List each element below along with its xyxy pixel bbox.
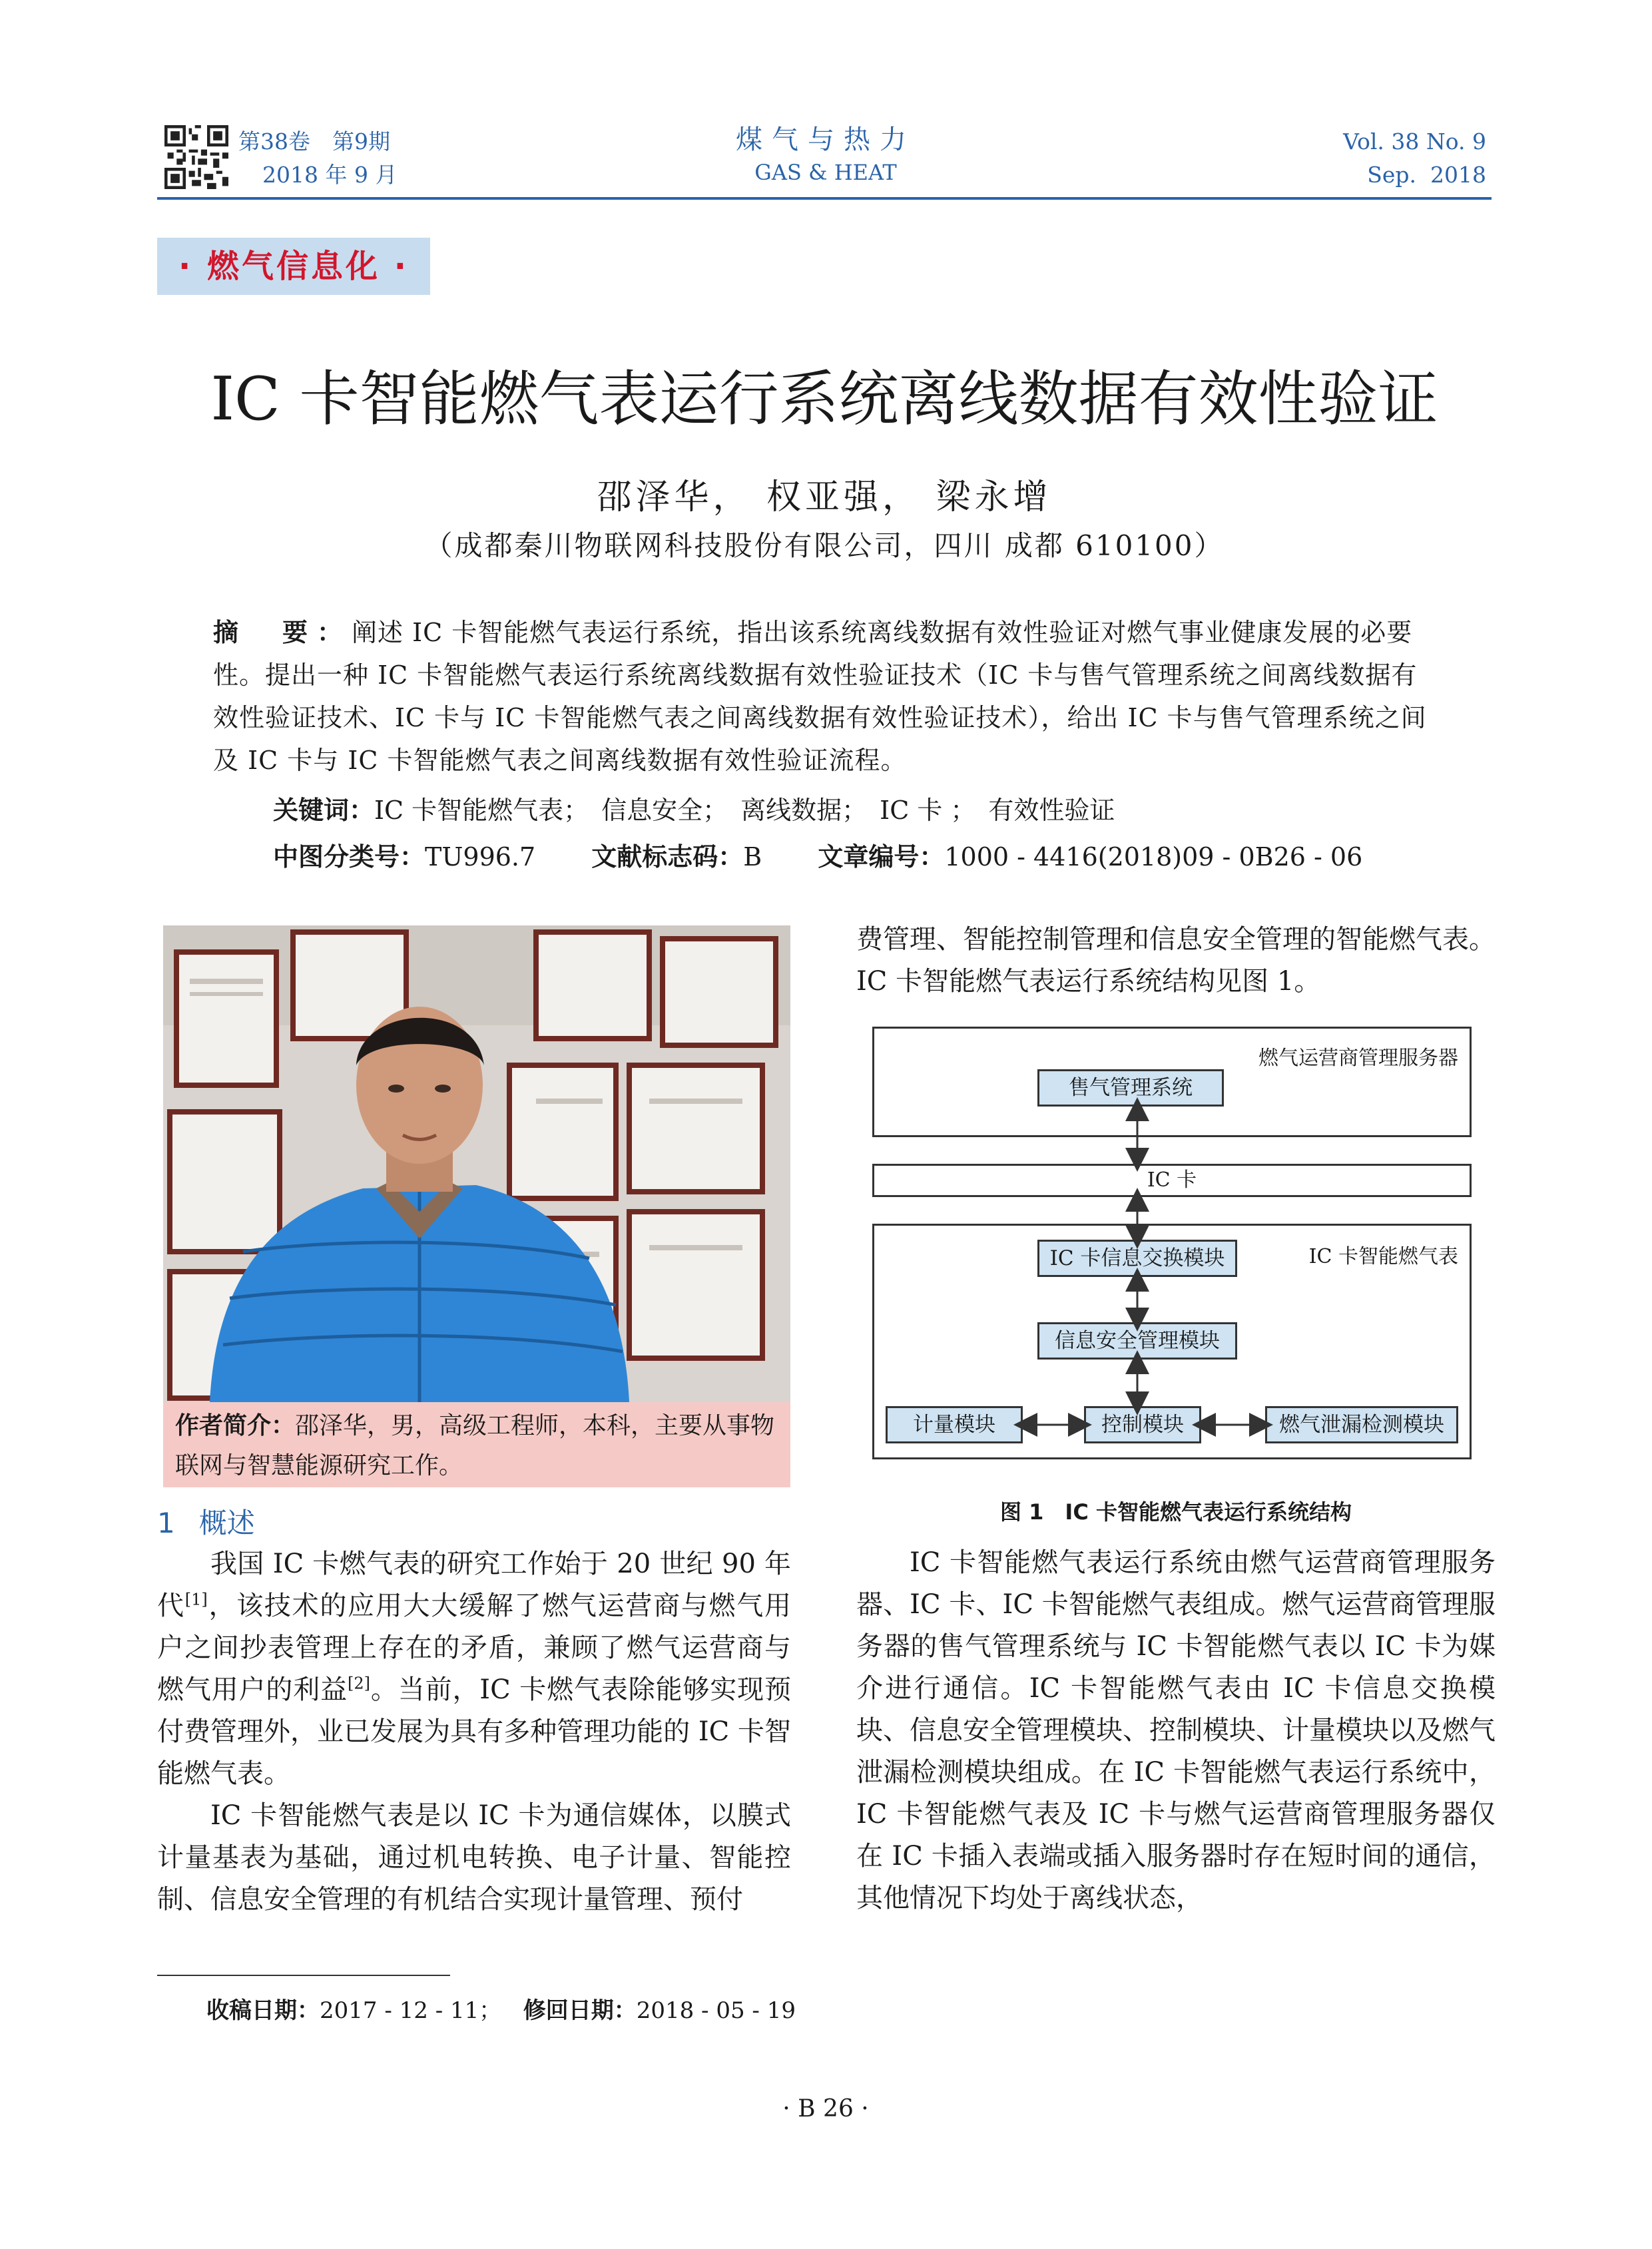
bio-text: 邵泽华，男，高级工程师，本科，主要从事物联网与智慧能源研究工作。: [175, 1412, 775, 1479]
received-date: 2017 - 12 - 11；: [320, 1997, 502, 2024]
info-exchange-box: IC 卡信息交换模块: [1037, 1240, 1237, 1277]
paragraph: [157, 1543, 791, 1795]
header-rule: [157, 197, 1492, 200]
section-title: 概述: [198, 1507, 255, 1539]
header-volume-en: [1265, 125, 1486, 192]
doc-code-value: B: [743, 842, 762, 872]
classification-line: [273, 836, 1362, 877]
abstract: [213, 611, 1438, 782]
citation-2: [2]: [348, 1674, 371, 1693]
section-number: 1: [157, 1507, 175, 1539]
ic-card-bar: IC 卡: [872, 1164, 1472, 1197]
author-photo: [163, 925, 790, 1402]
meter-label: IC 卡智能燃气表: [1308, 1245, 1458, 1268]
figure-arrows: [872, 1027, 1472, 1459]
volume-cn: 第38卷 第9期: [238, 128, 390, 154]
header-volume-cn: [238, 125, 438, 192]
text-run: ，该技术的应用大大缓解了燃气运营商与燃气用户之间抄表管理上存在的矛盾，兼顾了燃气运营商与燃气用户的利益: [157, 1591, 792, 1705]
column-tag: · 燃气信息化 ·: [157, 238, 430, 295]
header-journal: [692, 123, 959, 188]
citation-1: [1]: [184, 1590, 208, 1609]
journal-title-en: GAS & HEAT: [754, 160, 897, 185]
figure-caption: 图 1 IC 卡智能燃气表运行系统结构: [1000, 1499, 1352, 1525]
affiliation: （成都秦川物联网科技股份有限公司，四川 成都 610100）: [424, 529, 1225, 562]
authors: 邵泽华， 权亚强， 梁永增: [597, 477, 1052, 517]
keywords-text: IC 卡智能燃气表； 信息安全； 离线数据； IC 卡 ； 有效性验证: [374, 796, 1115, 825]
article-no-label: 文章编号：: [818, 842, 945, 872]
keywords-label: 关键词：: [273, 796, 375, 825]
doc-code-label: 文献标志码：: [591, 842, 744, 872]
bio-label: 作者简介：: [175, 1412, 296, 1439]
right-column-text: [856, 1542, 1496, 1919]
footnote-rule: [157, 1975, 450, 1976]
article-no-value: 1000 - 4416(2018)09 - 0B26 - 06: [944, 842, 1363, 872]
journal-title-cn: 煤气与热力: [736, 125, 916, 155]
clc-value: TU996.7: [425, 842, 536, 872]
keywords: [273, 790, 1115, 831]
clc-label: 中图分类号：: [273, 842, 425, 872]
qr-code-icon: [164, 125, 228, 189]
received-label: 收稿日期：: [206, 1997, 320, 2024]
sales-system-box: 售气管理系统: [1037, 1069, 1224, 1107]
revised-label: 修回日期：: [523, 1997, 637, 2024]
security-box: 信息安全管理模块: [1037, 1322, 1237, 1360]
left-column-text: [157, 1543, 791, 1921]
paragraph: 费管理、智能控制管理和信息安全管理的智能燃气表。IC 卡智能燃气表运行系统结构见图 1。: [856, 924, 1496, 997]
page-number: · B 26 ·: [782, 2095, 869, 2123]
server-label: 燃气运营商管理服务器: [1258, 1047, 1458, 1070]
leak-detection-box: 燃气泄漏检测模块: [1265, 1406, 1458, 1443]
author-bio: [163, 1402, 790, 1487]
paragraph: IC 卡智能燃气表运行系统由燃气运营商管理服务器、IC 卡、IC 卡智能燃气表组成。燃气运营商管理服务器的售气管理系统与 IC 卡智能燃气表以 IC 卡为媒介进行通信。IC 卡智能燃气表由 IC 卡信息交换模块、信息安全管理模块、控制模块、计量模块以及燃气泄漏检测模块组成。在 IC 卡智能燃气表运行系统中，IC 卡智能燃气表及 IC 卡与燃气运营商管理服务器仅在 IC 卡插入表端或插入服务器时存在短时间的通信，其他情况下均处于离线状态，: [856, 1547, 1496, 1913]
right-column-top-text: [856, 919, 1496, 1003]
date-en: Sep. 2018: [1367, 162, 1486, 188]
paragraph: IC 卡智能燃气表是以 IC 卡为通信媒体，以膜式计量基表为基础，通过机电转换、电子计量、智能控制、信息安全管理的有机结合实现计量管理、预付: [157, 1800, 791, 1915]
footnote-dates: [206, 1992, 796, 2029]
abstract-text: 阐述 IC 卡智能燃气表运行系统，指出该系统离线数据有效性验证对燃气事业健康发展的必要性。提出一种 IC 卡智能燃气表运行系统离线数据有效性验证技术（IC 卡与售气管理系统之间离线数据有效性验证技术、IC 卡与 IC 卡智能燃气表之间离线数据有效性验证技术），给出 IC 卡与售气管理系统之间及 IC 卡与 IC 卡智能燃气表之间离线数据有效性验证流程。: [213, 618, 1427, 775]
volume-en: Vol. 38 No. 9: [1343, 128, 1486, 154]
text-run: 。当前，IC 卡燃气表除能够实现预付费管理外，业已发展为具有多种管理功能的 IC 卡智能燃气表。: [157, 1674, 792, 1789]
control-box: 控制模块: [1084, 1406, 1201, 1443]
section-heading: [157, 1503, 255, 1543]
metering-box: 计量模块: [886, 1406, 1023, 1443]
revised-date: 2018 - 05 - 19: [636, 1997, 796, 2024]
figure-1-diagram: [872, 1027, 1472, 1459]
article-title: IC 卡智能燃气表运行系统离线数据有效性验证: [210, 364, 1438, 434]
text-run: 我国 IC 卡燃气表的研究工作始于 20 世纪 90 年代: [157, 1549, 791, 1621]
abstract-label: 摘 要：: [213, 618, 352, 647]
date-cn: 2018 年 9 月: [262, 162, 398, 188]
